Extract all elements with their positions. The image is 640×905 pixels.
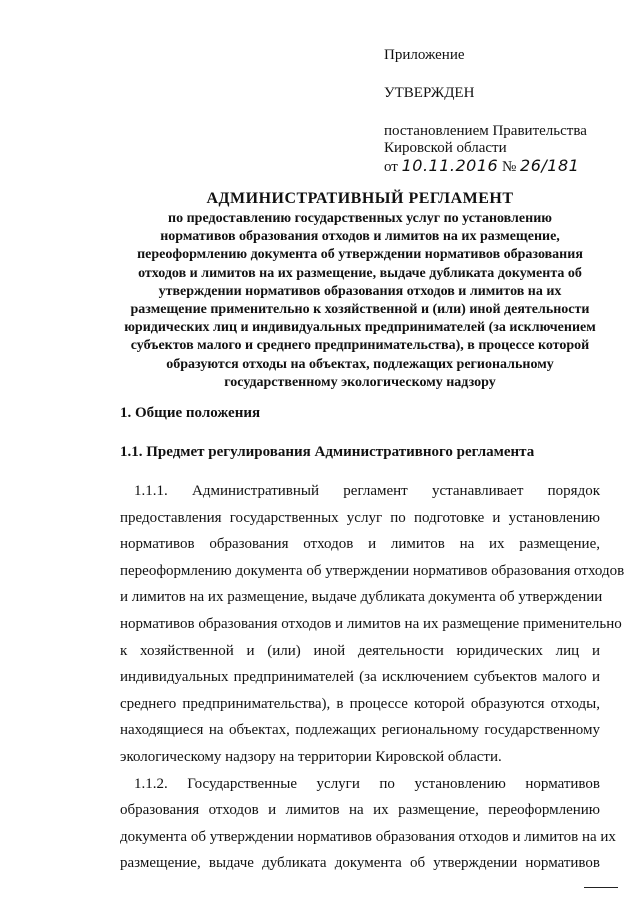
page-footer-rule xyxy=(584,887,618,888)
section-heading-1-1: 1.1. Предмет регулирования Административного регламента xyxy=(120,444,535,460)
decree-line-2: Кировской области xyxy=(384,140,507,156)
handwritten-number: 26/181 xyxy=(520,156,580,175)
subtitle-line: отходов и лимитов на их размещение, выдаче дубликата документа об xyxy=(138,265,582,281)
paragraph-1-1-1-line: 1.1.1. Административный регламент устанавливает порядок xyxy=(134,483,600,499)
paragraph-1-1-1-line: индивидуальных предпринимателей (за исключением субъектов малого и xyxy=(120,669,600,686)
subtitle-line: юридических лиц и индивидуальных предпринимателей (за исключением xyxy=(124,320,596,336)
paragraph-1-1-2-line: документа об утверждении нормативов образования отходов и лимитов на их xyxy=(120,828,616,845)
paragraph-1-1-1-line: переоформлению документа об утверждении нормативов образования отходов xyxy=(120,562,625,579)
appendix-label: Приложение xyxy=(384,47,465,63)
paragraph-1-1-2-line: 1.1.2. Государственные услуги по установлению нормативов xyxy=(134,775,600,792)
number-sign: № xyxy=(501,159,517,175)
body-text xyxy=(120,478,625,877)
subtitle-line: субъектов малого и среднего предпринимательства), в процессе которой xyxy=(130,338,590,354)
date-prefix: от xyxy=(384,159,398,175)
paragraph-1-1-1-line: среднего предпринимательства), в процессе которой образуются отходы, xyxy=(120,695,600,712)
subtitle-line: образуются отходы на объектах, подлежащих региональному xyxy=(166,356,554,372)
paragraph-1-1-1-line: и лимитов на их размещение, выдаче дубликата документа об утверждении xyxy=(120,589,603,606)
paragraph-1-1-1-line: к хозяйственной и (или) иной деятельности юридических лиц и xyxy=(120,642,600,659)
subtitle-line: государственному экологическому надзору xyxy=(224,374,496,390)
subtitle-line: размещение применительно к хозяйственной и (или) иной деятельности xyxy=(130,302,590,318)
decree-date-number xyxy=(384,157,579,176)
decree-line-1: постановлением Правительства xyxy=(384,123,587,139)
paragraph-1-1-2-line: размещение, выдаче дубликата документа об утверждении нормативов xyxy=(120,855,600,872)
paragraph-1-1-2-line: образования отходов и лимитов на их размещение, переоформлению xyxy=(120,802,600,819)
subtitle-line: переоформлению документа об утверждении нормативов образования xyxy=(137,247,583,263)
document-title: АДМИНИСТРАТИВНЫЙ РЕГЛАМЕНТ xyxy=(206,190,514,207)
paragraph-1-1-1-line: экологическому надзору на территории Кировской области. xyxy=(120,748,502,765)
subtitle-line: нормативов образования отходов и лимитов на их размещение, xyxy=(160,229,560,245)
section-heading-1: 1. Общие положения xyxy=(120,405,261,421)
document-subtitle xyxy=(120,210,600,392)
paragraph-1-1-1-line: нормативов образования отходов и лимитов на их размещение применительно xyxy=(120,615,622,632)
approved-label: УТВЕРЖДЕН xyxy=(384,85,475,101)
paragraph-1-1-1-line: нормативов образования отходов и лимитов на их размещение, xyxy=(120,536,600,553)
paragraph-1-1-1-line: находящиеся на объектах, подлежащих региональному государственному xyxy=(120,722,600,739)
subtitle-line: по предоставлению государственных услуг по установлению xyxy=(168,211,552,226)
subtitle-line: утверждении нормативов образования отходов и лимитов на их xyxy=(158,283,562,299)
handwritten-date: 10.11.2016 xyxy=(401,156,499,175)
paragraph-1-1-1-line: предоставления государственных услуг по подготовке и установлению xyxy=(120,509,600,526)
